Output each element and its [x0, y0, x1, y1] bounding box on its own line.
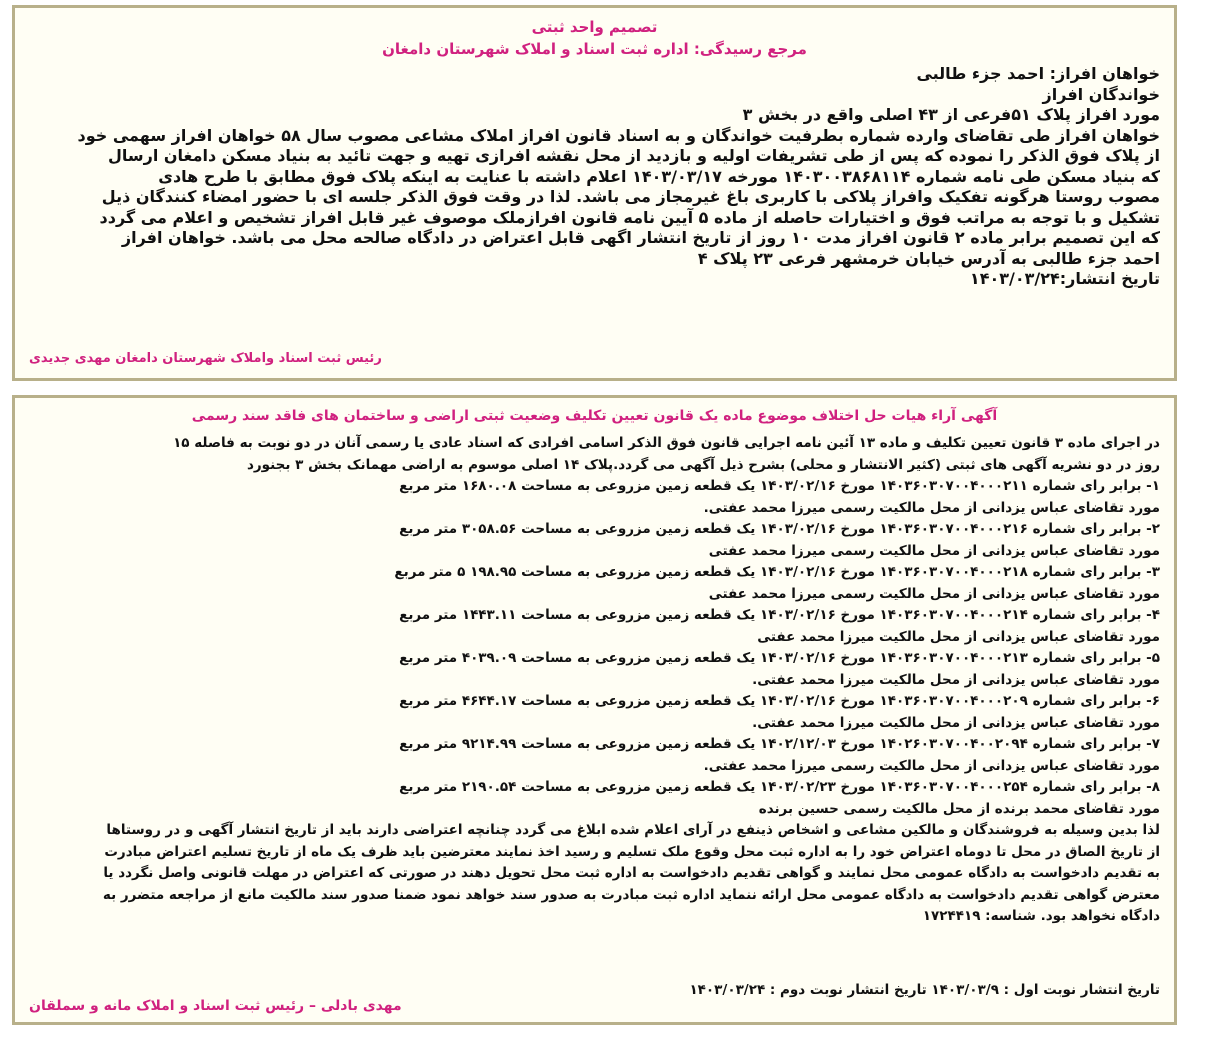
- ruling-line: ۶- برابر رای شماره ۱۴۰۳۶۰۳۰۷۰۰۴۰۰۰۲۰۹ مورخ ۱۴۰۳/۰۲/۱۶ یک قطعه زمین مزروعی به مساحت ۴۶۴۴.۱۷ متر مربع: [399, 693, 1160, 709]
- body-line: خواهان افراز طی تقاضای وارده شماره بطرفیت خواندگان و به اسناد قانون افراز املاک مشاعی مصوب سال ۵۸ خواهان افراز سهمی خود: [77, 125, 1160, 145]
- body-line: تشکیل و با توجه به مراتب فوق و اختیارات حاصله از ماده ۵ آیین نامه قانون افرازملک موصوف غیر قابل افراز تشخیص و اعلام می گردد: [99, 207, 1160, 227]
- ruling-line: ۵- برابر رای شماره ۱۴۰۳۶۰۳۰۷۰۰۴۰۰۰۲۱۳ مورخ ۱۴۰۳/۰۲/۱۶ یک قطعه زمین مزروعی به مساحت ۴۰۳۹.۰۹ متر مربع: [399, 650, 1160, 666]
- body-line: خواندگان افراز: [1042, 84, 1160, 104]
- notice-title: تصمیم واحد ثبتی: [531, 18, 658, 36]
- body-line: مصوب روستا هرگونه تفکیک وافراز پلاکی با کاربری باغ غیرمجاز می باشد. لذا در وقت فوق الذکر جلسه ای با حضور امضاء کنندگان ذیل: [101, 187, 1160, 206]
- notice-body: [15, 427, 1174, 928]
- body-line: احمد جزء طالبی به آدرس خیابان خرمشهر فرعی ۲۳ پلاک ۴: [697, 248, 1160, 268]
- body-line: از پلاک فوق الذکر را نموده که پس از طی تشریفات اولیه و بازدید از محل نقشه افرازی تهیه و جهت تائید به بنیاد مسکن دامغان ارسال: [107, 146, 1160, 165]
- ruling-applicant-line: مورد تقاضای عباس یزدانی از محل مالکیت رسمی میرزا محمد عفتی: [708, 585, 1160, 602]
- ruling-line: ۴- برابر رای شماره ۱۴۰۳۶۰۳۰۷۰۰۴۰۰۰۲۱۴ مورخ ۱۴۰۳/۰۲/۱۶ یک قطعه زمین مزروعی به مساحت ۱۴۴۳.۱۱ متر مربع: [399, 607, 1160, 623]
- ruling-applicant-line: مورد تقاضای عباس یزدانی از محل مالکیت رسمی میرزا محمد عفتی.: [703, 757, 1160, 774]
- body-line: که این تصمیم برابر ماده ۲ قانون افراز مدت ۱۰ روز از تاریخ انتشار اگهی قابل اعتراض در دادگاه صالحه محل می باشد. خواهان افراز: [121, 228, 1160, 247]
- body-line: لذا بدین وسیله به فروشندگان و مالکین مشاعی و اشخاص ذینفع در آرای اعلام شده ابلاغ می گردد چنانچه اعتراضی دارند باید از تاریخ انتشار آگهی و در روستاها: [106, 822, 1160, 838]
- ruling-applicant-line: مورد تقاضای عباس یزدانی از محل مالکیت میرزا محمد عفتی.: [752, 671, 1160, 688]
- notice-partition-decision: [12, 5, 1177, 381]
- body-line: در اجرای ماده ۳ قانون تعیین تکلیف و ماده ۱۳ آئین نامه اجرایی قانون فوق الذکر اسامی افرادی که اسناد عادی یا رسمی آنان در دو نوبت به فاصله ۱۵: [173, 435, 1160, 451]
- publication-dates: تاریخ انتشار نوبت اول : ۱۴۰۳/۰۳/۹ تاریخ انتشار نوبت دوم : ۱۴۰۳/۰۳/۲۴: [689, 982, 1160, 998]
- ruling-line: ۷- برابر رای شماره ۱۴۰۲۶۰۳۰۷۰۰۴۰۰۲۰۹۴ مورخ ۱۴۰۲/۱۲/۰۳ یک قطعه زمین مزروعی به مساحت ۹۲۱۴.۹۹ متر مربع: [399, 736, 1160, 752]
- publication-date: تاریخ انتشار:۱۴۰۳/۰۳/۲۴: [969, 269, 1160, 288]
- ruling-applicant-line: مورد تقاضای عباس یزدانی از محل مالکیت رسمی میرزا محمد عفتی: [708, 542, 1160, 559]
- body-line: معترض گواهی تقدیم دادخواست به دادگاه عمومی محل ارائه ننماید اداره ثبت مبادرت به صدور سند خواهد نمود ضمنا صدور سند مالکیت مانع از مراجعه متضرر به: [102, 886, 1160, 903]
- body-line: روز در دو نشریه آگهی های ثبتی (کثیر الانتشار و محلی) بشرح ذیل آگهی می گردد.پلاک ۱۴ اصلی موسوم به اراضی مهمانک بخش ۳ بجنورد: [246, 456, 1160, 473]
- notice-title: آگهی آراء هیات حل اختلاف موضوع ماده یک قانون تعیین تکلیف وضعیت ثبتی اراضی و ساختمان های فاقد سند رسمی: [191, 408, 998, 424]
- notice-body: [15, 60, 1174, 290]
- notice-signature: مهدی بادلی – رئیس ثبت اسناد و املاک مانه و سملقان: [29, 998, 402, 1014]
- body-line: خواهان افراز: احمد جزء طالبی: [916, 64, 1160, 83]
- notice-signature: رئیس ثبت اسناد واملاک شهرستان دامغان مهدی جدیدی: [29, 351, 382, 366]
- notice-subtitle: مرجع رسیدگی: اداره ثبت اسناد و املاک شهرستان دامغان: [382, 40, 807, 58]
- body-line: که بنیاد مسکن طی نامه شماره ۱۴۰۳۰۰۳۸۶۸۱۱۴ مورخه ۱۴۰۳/۰۳/۱۷ اعلام داشته با عنایت به اینکه پلاک فوق مطابق با طرح هادی: [158, 166, 1160, 186]
- body-line: دادگاه نخواهد بود. شناسه: ۱۷۲۴۴۱۹: [922, 908, 1160, 924]
- ruling-applicant-line: مورد تقاضای عباس یزدانی از محل مالکیت میرزا محمد عفتی: [757, 628, 1160, 645]
- body-line: از تاریخ الصاق در محل تا دوماه اعتراض خود را به اداره ثبت محل وقوع ملک تسلیم و رسید اخذ نمایند معترضین باید ظرف یک ماه از تاریخ تسلیم اعتراض مبادرت: [104, 843, 1160, 860]
- ruling-line: ۲- برابر رای شماره ۱۴۰۳۶۰۳۰۷۰۰۴۰۰۰۲۱۶ مورخ ۱۴۰۳/۰۲/۱۶ یک قطعه زمین مزروعی به مساحت ۳۰۵۸.۵۶ متر مربع: [399, 521, 1160, 537]
- body-line: مورد افراز پلاک ۵۱فرعی از ۴۳ اصلی واقع در بخش ۳: [742, 105, 1160, 124]
- ruling-line: ۳- برابر رای شماره ۱۴۰۳۶۰۳۰۷۰۰۴۰۰۰۲۱۸ مورخ ۱۴۰۳/۰۲/۱۶ یک قطعه زمین مزروعی به مساحت ۱۹۸.۹۵ ۵ متر مربع: [394, 564, 1160, 580]
- ruling-applicant-line: مورد تقاضای عباس یزدانی از محل مالکیت میرزا محمد عفتی.: [752, 714, 1160, 731]
- ruling-applicant-line: مورد تقاضای محمد برنده از محل مالکیت رسمی حسین برنده: [758, 800, 1160, 817]
- ruling-applicant-line: مورد تقاضای عباس یزدانی از محل مالکیت رسمی میرزا محمد عفتی.: [703, 499, 1160, 516]
- ruling-line: ۱- برابر رای شماره ۱۴۰۳۶۰۳۰۷۰۰۴۰۰۰۲۱۱ مورخ ۱۴۰۳/۰۲/۱۶ یک قطعه زمین مزروعی به مساحت ۱۶۸۰.۰۸ متر مربع: [399, 478, 1160, 494]
- ruling-line: ۸- برابر رای شماره ۱۴۰۳۶۰۳۰۷۰۰۴۰۰۰۲۵۴ مورخ ۱۴۰۳/۰۲/۲۳ یک قطعه زمین مزروعی به مساحت ۲۱۹۰.۵۴ متر مربع: [399, 779, 1160, 795]
- notice-dispute-board-rulings: [12, 395, 1177, 1025]
- body-line: به تقدیم دادخواست به دادگاه عمومی محل نمایند و گواهی تقدیم دادخواست به اداره ثبت محل تحویل دهند در صورتی که اعتراض در مهلت قانونی واصل نگردد یا: [103, 865, 1160, 881]
